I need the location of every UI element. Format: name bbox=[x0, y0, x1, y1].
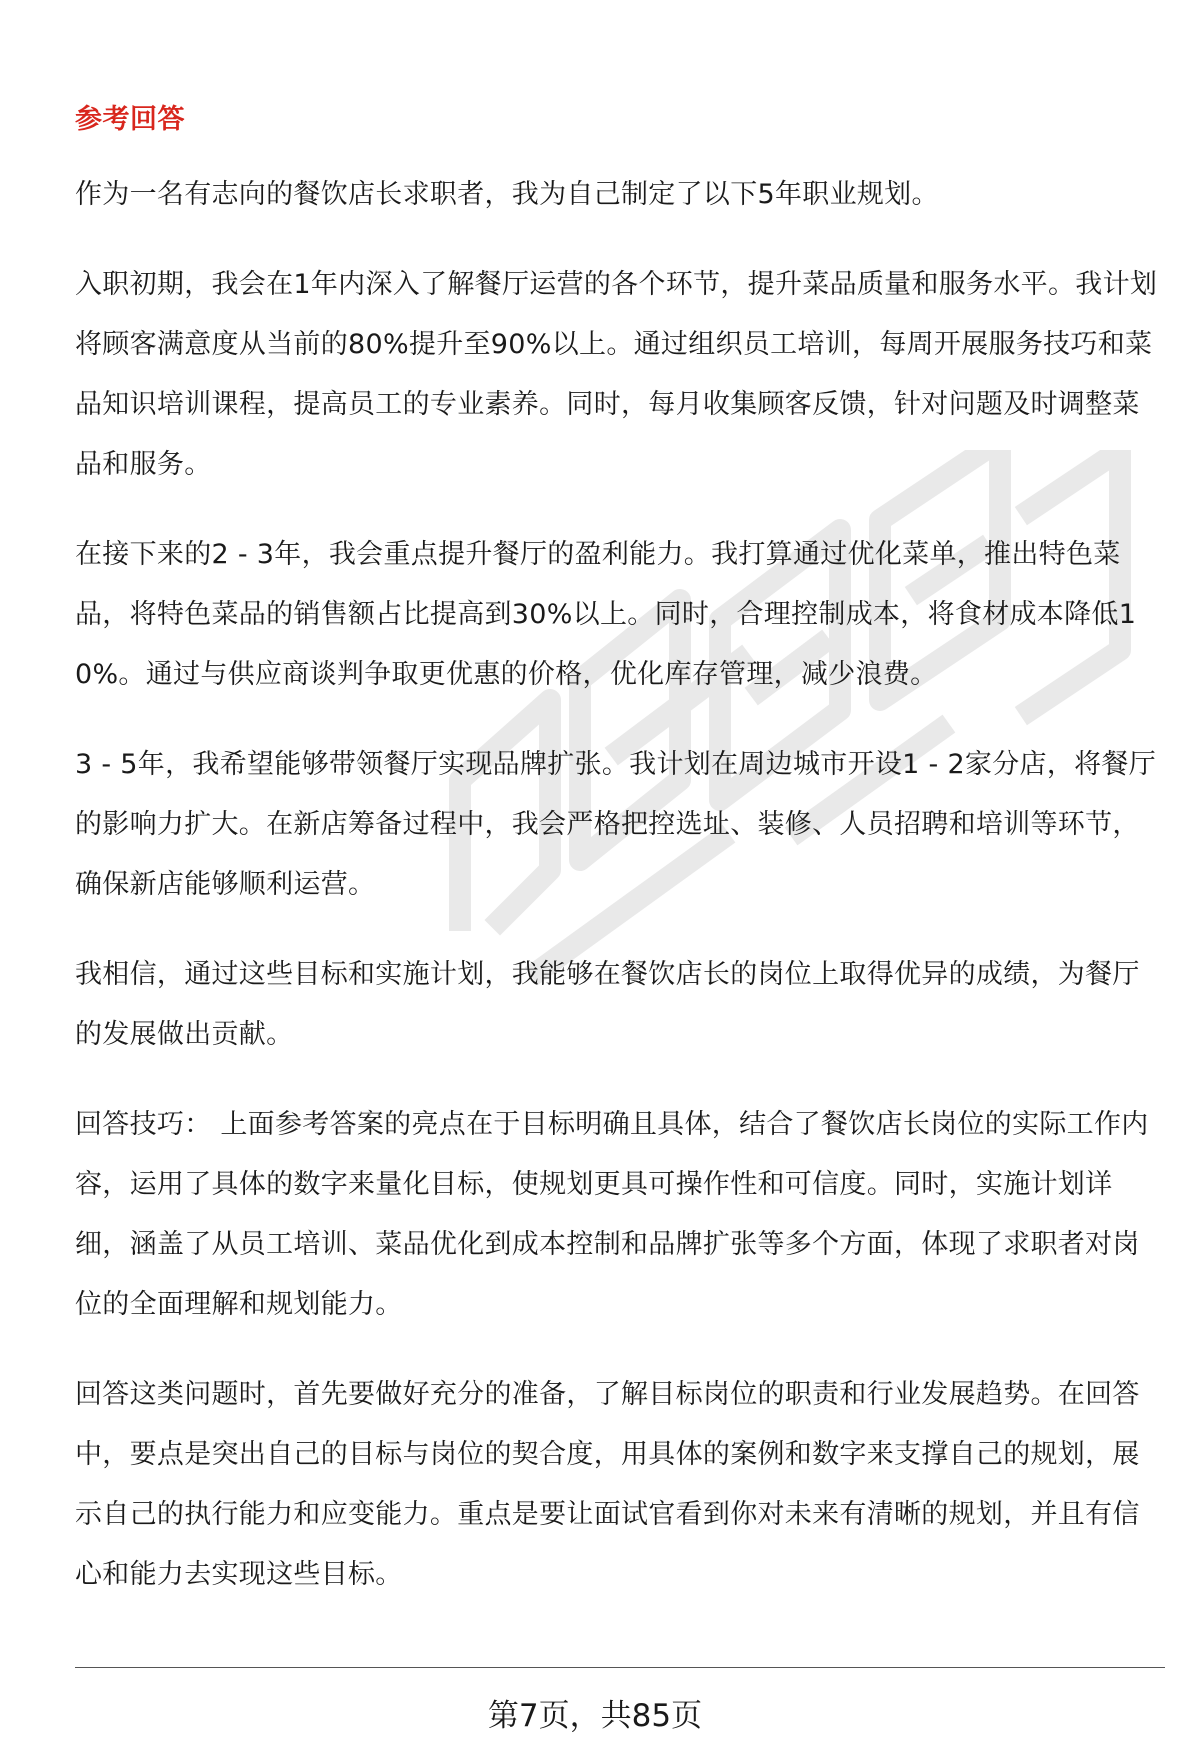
page-number: 第7页，共85页 bbox=[487, 1698, 703, 1734]
paragraph-answer-tips: 回答技巧： 上面参考答案的亮点在于目标明确且具体，结合了餐饮店长岗位的实际工作内容，运用了具体的数字来量化目标，使规划更具可操作性和可信度。同时，实施计划详细，涵盖了从员工培训、菜品优化到成本控制和品牌扩张等多个方面，体现了求职者对岗位的全面理解和规划能力。 bbox=[75, 1109, 1149, 1320]
paragraph-intro: 作为一名有志向的餐饮店长求职者，我为自己制定了以下5年职业规划。 bbox=[75, 179, 939, 210]
paragraph-answer-advice: 回答这类问题时，首先要做好充分的准备，了解目标岗位的职责和行业发展趋势。在回答中，要点是突出自己的目标与岗位的契合度，用具体的案例和数字来支撑自己的规划，展示自己的执行能力和应变能力。重点是要让面试官看到你对未来有清晰的规划，并且有信心和能力去实现这些目标。 bbox=[75, 1379, 1140, 1590]
paragraph-years-three-five: 3 - 5年，我希望能够带领餐厅实现品牌扩张。我计划在周边城市开设1 - 2家分店，将餐厅的影响力扩大。在新店筹备过程中，我会严格把控选址、装修、人员招聘和培训等环节，确保新店能够顺利运营。 bbox=[75, 749, 1157, 900]
paragraph-conclusion: 我相信，通过这些目标和实施计划，我能够在餐饮店长的岗位上取得优异的成绩，为餐厅的发展做出贡献。 bbox=[75, 959, 1140, 1050]
footer-divider bbox=[75, 1667, 1165, 1668]
paragraph-years-two-three: 在接下来的2 - 3年，我会重点提升餐厅的盈利能力。我打算通过优化菜单，推出特色菜品，将特色菜品的销售额占比提高到30%以上。同时，合理控制成本，将食材成本降低10%。通过与供应商谈判争取更优惠的价格，优化库存管理，减少浪费。 bbox=[75, 539, 1137, 690]
paragraph-year-one: 入职初期，我会在1年内深入了解餐厅运营的各个环节，提升菜品质量和服务水平。我计划将顾客满意度从当前的80%提升至90%以上。通过组织员工培训，每周开展服务技巧和菜品知识培训课程，提高员工的专业素养。同时，每月收集顾客反馈，针对问题及时调整菜品和服务。 bbox=[75, 269, 1158, 480]
section-heading: 参考回答 bbox=[75, 104, 185, 135]
